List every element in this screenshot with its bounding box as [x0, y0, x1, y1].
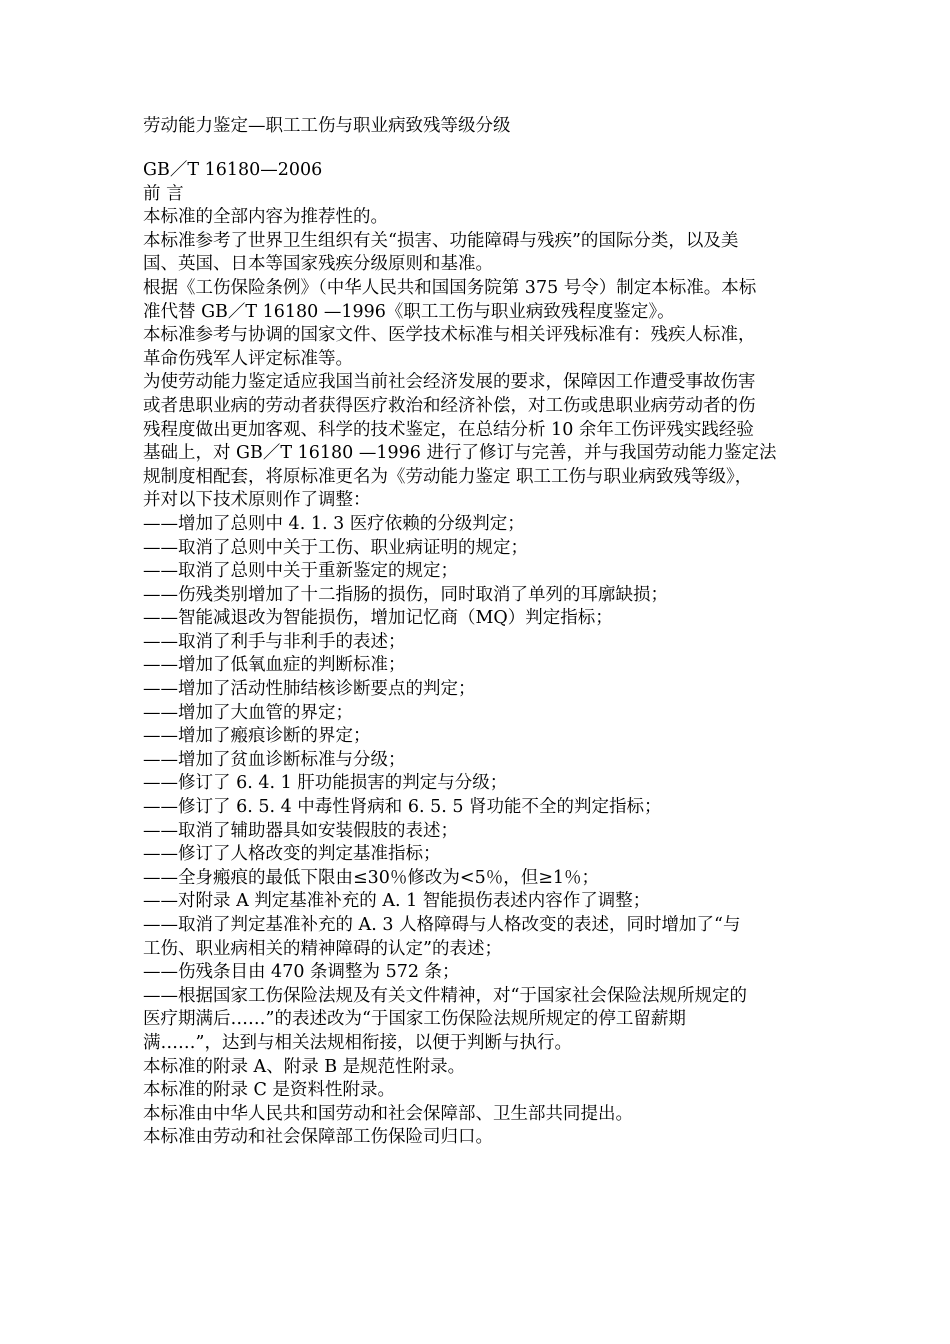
document-body [143, 112, 815, 1150]
text-line: 本标准参考与协调的国家文件、医学技术标准与相关评残标准有：残疾人标准， [143, 325, 756, 346]
text-line: ——取消了总则中关于重新鉴定的规定； [143, 561, 458, 582]
text-line: 基础上，对 GB／T 16180 —1996 进行了修订与完善，并与我国劳动能力鉴定法 [143, 443, 777, 464]
text-line: ——伤残类别增加了十二指肠的损伤，同时取消了单列的耳廓缺损； [143, 584, 668, 605]
text-line: GB／T 16180—2006 [143, 160, 323, 180]
text-line: ——修订了人格改变的判定基准指标； [143, 844, 441, 865]
text-line: 为使劳动能力鉴定适应我国当前社会经济发展的要求，保障因工作遭受事故伤害 [143, 372, 756, 393]
text-line: ——取消了辅助器具如安装假肢的表述； [143, 820, 458, 841]
text-line: 规制度相配套，将原标准更名为《劳动能力鉴定 职工工伤与职业病致残等级》， [143, 466, 753, 487]
text-line: ——增加了低氧血症的判断标准； [143, 655, 406, 676]
text-line: 本标准的全部内容为推荐性的。 [143, 207, 388, 228]
text-line: ——取消了总则中关于工伤、职业病证明的规定； [143, 537, 528, 558]
text-line: 本标准参考了世界卫生组织有关“损害、功能障碍与残疾”的国际分类，以及美 [143, 230, 739, 251]
title-spacer [143, 140, 815, 159]
text-line: 国、英国、日本等国家残疾分级原则和基准。 [143, 254, 493, 275]
text-line: 前 言 [143, 183, 184, 204]
text-line: 准代替 GB／T 16180 —1996《职工工伤与职业病致残程度鉴定》。 [143, 301, 675, 322]
document-title: 劳动能力鉴定—职工工伤与职业病致残等级分级 [143, 116, 511, 136]
document-text [143, 159, 815, 1150]
text-line: 本标准的附录 C 是资料性附录。 [143, 1080, 396, 1101]
text-line: ——全身瘢痕的最低下限由≤30％修改为<5％，但≥1％； [143, 867, 600, 888]
text-line: 本标准的附录 A、附录 B 是规范性附录。 [143, 1056, 466, 1077]
text-line: ——增加了总则中 4. 1. 3 医疗依赖的分级判定； [143, 513, 525, 534]
text-line: ——增加了贫血诊断标准与分级； [143, 749, 406, 770]
text-line: 工伤、职业病相关的精神障碍的认定”的表述； [143, 938, 502, 959]
text-line: 本标准由劳动和社会保障部工伤保险司归口。 [143, 1127, 493, 1148]
text-line: 残程度做出更加客观、科学的技术鉴定，在总结分析 10 余年工伤评残实践经验 [143, 419, 754, 440]
text-line: ——取消了利手与非利手的表述； [143, 631, 406, 652]
text-line: ——修订了 6. 4. 1 肝功能损害的判定与分级； [143, 773, 508, 794]
text-line: 革命伤残军人评定标准等。 [143, 348, 353, 369]
text-line: ——对附录 A 判定基准补充的 A. 1 智能损伤表述内容作了调整； [143, 891, 651, 912]
text-line: ——修订了 6. 5. 4 中毒性肾病和 6. 5. 5 肾功能不全的判定指标； [143, 797, 662, 818]
text-line: ——增加了活动性肺结核诊断要点的判定； [143, 679, 476, 700]
text-line: ——取消了判定基准补充的 A. 3 人格障碍与人格改变的表述，同时增加了“与 [143, 915, 741, 935]
text-line: 根据《工伤保险条例》（中华人民共和国国务院第 375 号令）制定本标准。本标 [143, 277, 757, 298]
text-line: 本标准由中华人民共和国劳动和社会保障部、卫生部共同提出。 [143, 1103, 633, 1124]
text-line: ——伤残条目由 470 条调整为 572 条； [143, 962, 460, 983]
text-line: ——智能减退改为智能损伤，增加记忆商（MQ）判定指标； [143, 608, 613, 629]
text-line: ——增加了大血管的界定； [143, 702, 353, 723]
text-line: ——根据国家工伤保险法规及有关文件精神，对“于国家社会保险法规所规定的 [143, 985, 747, 1006]
text-line: 并对以下技术原则作了调整： [143, 490, 371, 511]
text-line: 满……”，达到与相关法规相衔接，以便于判断与执行。 [143, 1032, 572, 1053]
text-line: ——增加了瘢痕诊断的界定； [143, 726, 371, 747]
text-line: 或者患职业病的劳动者获得医疗救治和经济补偿，对工伤或患职业病劳动者的伤 [143, 395, 756, 416]
text-line: 医疗期满后……”的表述改为“于国家工伤保险法规所规定的停工留薪期 [143, 1009, 686, 1030]
